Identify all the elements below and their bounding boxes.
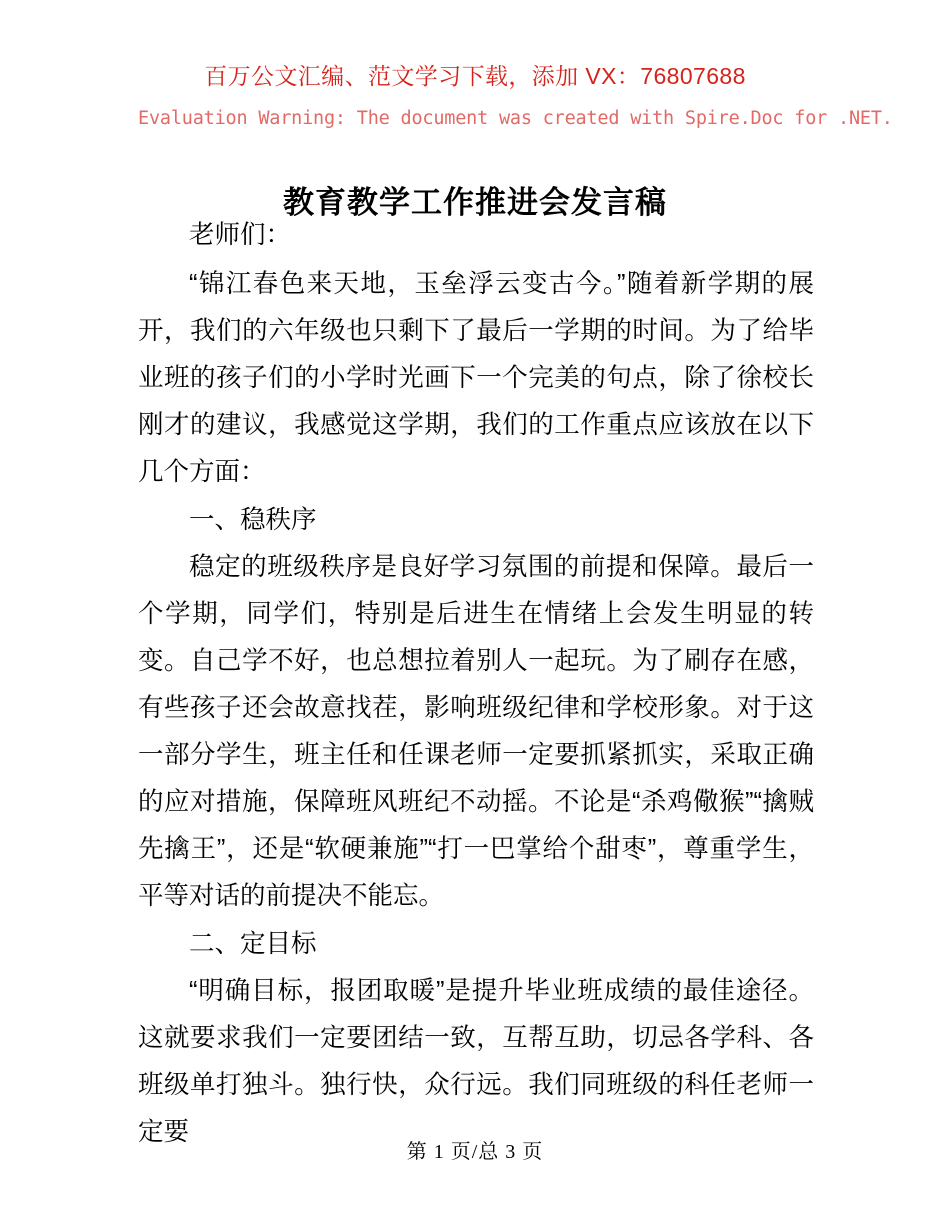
promo-banner-text: 百万公文汇编、范文学习下载，添加 VX：76807688 [204,63,746,89]
section-heading-two: 二、定目标 [189,930,317,958]
salutation-paragraph: 老师们： [189,221,292,249]
evaluation-warning-text: Evaluation Warning: The document was created with Spire.Doc for .NET. [138,108,893,129]
body-paragraph-section-one: 稳定的班级秩序是良好学习氛围的前提和保障。最后一个学期，同学们，特别是后进生在情绪上会发生明显的转变。自己学不好，也总想拉着别人一起玩。为了刷存在感，有些孩子还会故意找茬，影响班级纪律和学校形象。对于这一部分学生，班主任和任课老师一定要抓紧抓实，采取正确的应对措施，保障班风班纪不动摇。不论是“杀鸡儆猴”“擒贼先擒王”，还是“软硬兼施”“打一巴掌给个甜枣”，尊重学生，平等对话的前提决不能忘。 [138,553,814,910]
page-title: 教育教学工作推进会发言稿 [283,184,667,220]
section-heading-one: 一、稳秩序 [189,506,317,534]
body-paragraph-intro: “锦江春色来天地，玉垒浮云变古今。”随着新学期的展开，我们的六年级也只剩下了最后一学期的时间。为了给毕业班的孩子们的小学时光画下一个完美的句点，除了徐校长刚才的建议，我感觉这学期，我们的工作重点应该放在以下几个方面： [138,270,814,486]
document-body [138,212,814,1157]
page-number-footer: 第 1 页/总 3 页 [406,1141,544,1163]
body-paragraph-section-two: “明确目标，报团取暖”是提升毕业班成绩的最佳途径。这就要求我们一定要团结一致，互帮互助，切忌各学科、各班级单打独斗。独行快，众行远。我们同班级的科任老师一定要 [138,977,814,1146]
